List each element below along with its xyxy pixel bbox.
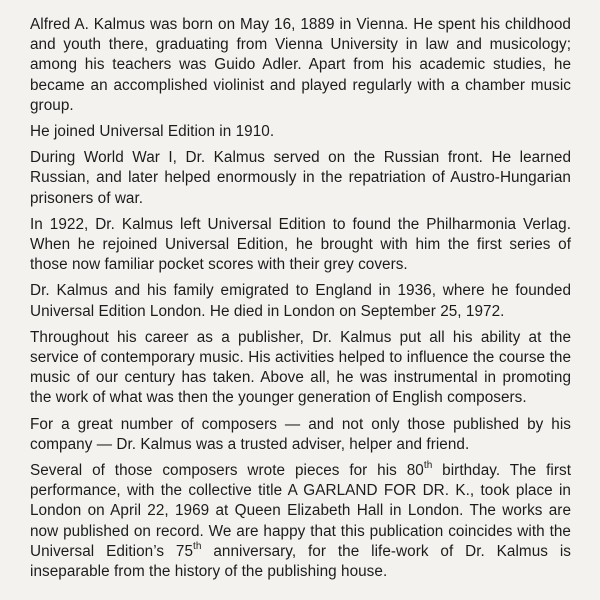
ordinal-suffix: th — [423, 459, 433, 471]
paragraph-emigration: Dr. Kalmus and his family emigrated to England in 1936, where he founded Universal Edition London. He died in London on September 25, 1972. — [30, 282, 571, 320]
ordinal-suffix: th — [193, 540, 202, 552]
paragraph-adviser: For a great number of composers — and not only those published by his company — Dr. Kalmus was a trusted adviser, helper and friend. — [30, 415, 571, 453]
garland-text-2: birthday. The first performance, with the collective title A GARLAND FOR DR. K., took place in London on April 22, 1969 at Queen Elizabeth Hall in London. The works are now published on record. We are happy that this publication coincides with the Universal Edition’s 75 — [30, 462, 571, 560]
paragraph-career: Throughout his career as a publisher, Dr. Kalmus put all his ability at the service of contemporary music. His activities helped to influence the course the music of our century has taken. Above all, he was instrumental in promoting the work of what was then the younger generation of English composers. — [30, 328, 571, 407]
paragraph-philharmonia: In 1922, Dr. Kalmus left Universal Edition to found the Philharmonia Verlag. When he rejoined Universal Edition, he brought with him the first series of those now familiar pocket scores with their grey covers. — [30, 215, 571, 274]
garland-text-1: Several of those composers wrote pieces for his 80 — [30, 462, 424, 480]
garland-text-3: anniversary, for the life-work of Dr. Kalmus is inseparable from the history of the publishing house. — [30, 542, 571, 581]
paragraph-garland — [30, 461, 571, 582]
biography-text — [30, 15, 571, 588]
paragraph-birth: Alfred A. Kalmus was born on May 16, 1889 in Vienna. He spent his childhood and youth there, graduating from Vienna University in law and musicology; among his teachers was Guido Adler. Apart from his academic studies, he became an accomplished violinist and played regularly with a chamber music group. — [30, 16, 571, 114]
paragraph-joined: He joined Universal Edition in 1910. — [30, 123, 275, 141]
paragraph-war: During World War I, Dr. Kalmus served on the Russian front. He learned Russian, and later helped enormously in the repatriation of Austro-Hungarian prisoners of war. — [30, 149, 571, 207]
